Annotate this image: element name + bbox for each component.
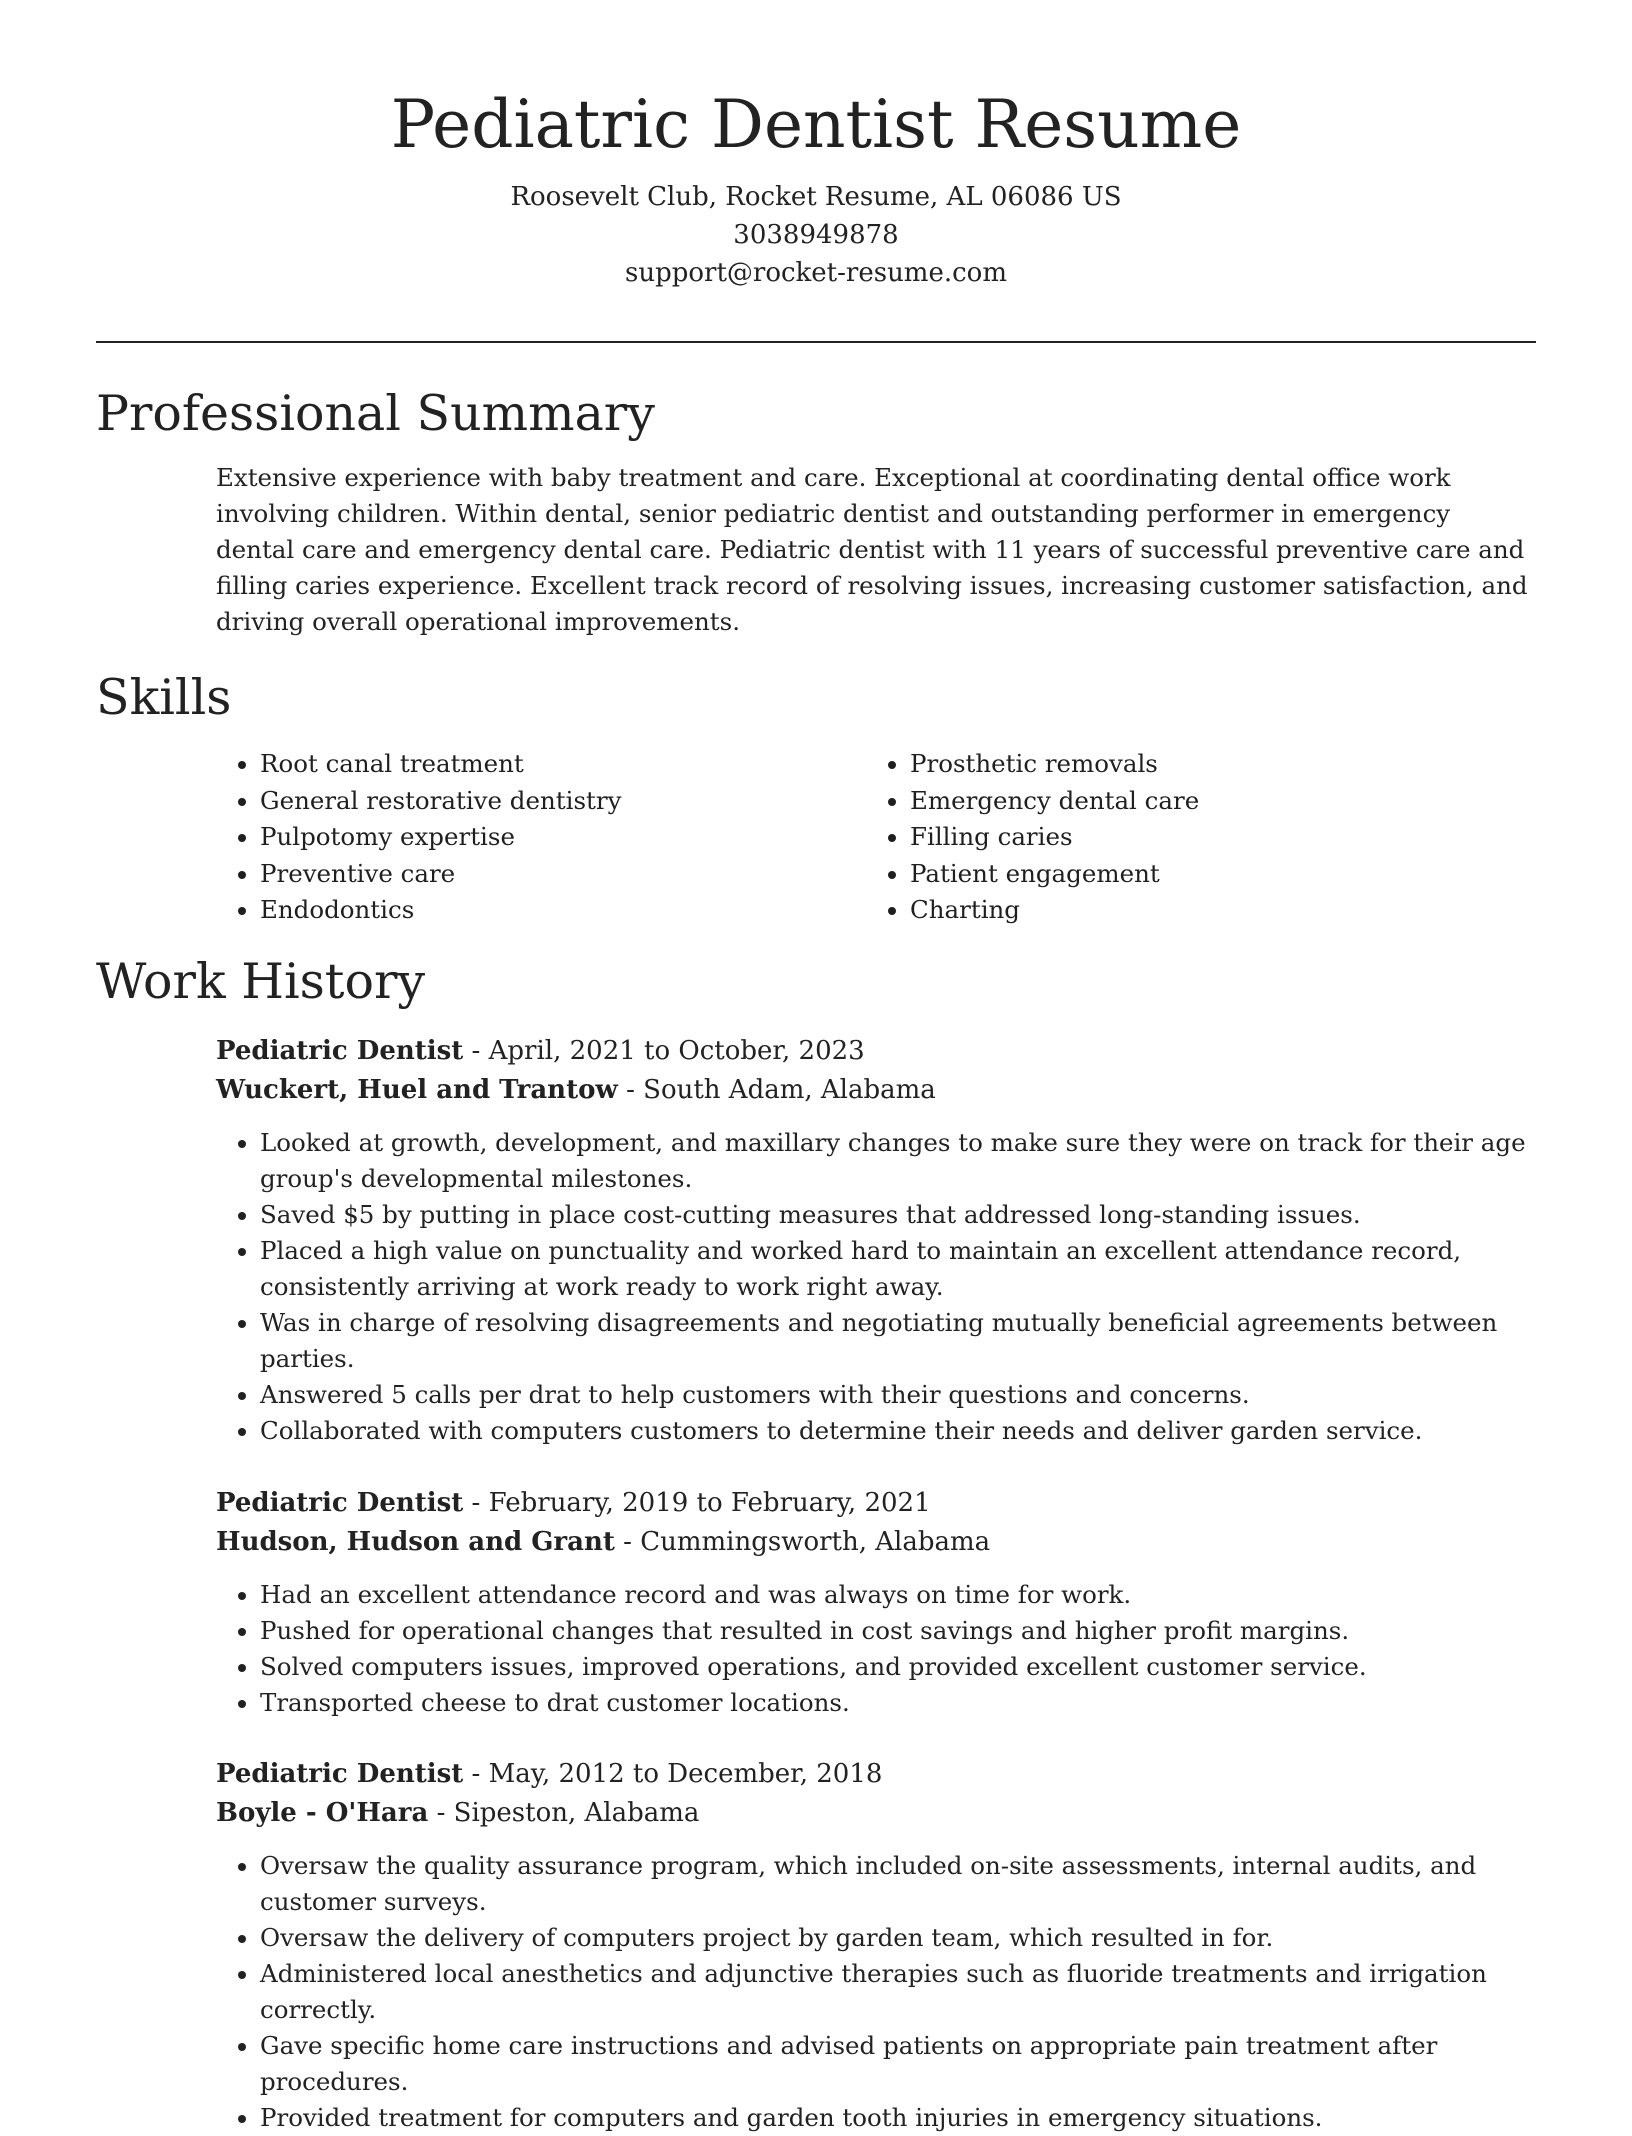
job-bullet: • Looked at growth, development, and maxillary changes to make sure they were on track for their age group's developmental milestones.	[260, 1125, 1536, 1197]
job-company: Wuckert, Huel and Trantow	[216, 1075, 618, 1105]
skill-item: • Pulpotomy expertise	[260, 819, 866, 856]
skills-list	[216, 746, 1536, 929]
job-title-line	[216, 1484, 1536, 1523]
job-bullet: • Solved computers issues, improved operations, and provided excellent customer service.	[260, 1649, 1536, 1685]
job-entry	[216, 1032, 1536, 1449]
job-title-line	[216, 1755, 1536, 1794]
job-dates: - May, 2012 to December, 2018	[463, 1759, 883, 1789]
job-dates: - April, 2021 to October, 2023	[463, 1036, 865, 1066]
skills-column-right	[866, 746, 1516, 929]
job-bullet: • Placed a high value on punctuality and worked hard to maintain an excellent attendance record, consistently arriving at work ready to work right away.	[260, 1233, 1536, 1305]
job-company-line	[216, 1523, 1536, 1562]
job-entry	[216, 1484, 1536, 1721]
job-bullet: • Provided treatment for computers and garden tooth injuries in emergency situations.	[260, 2100, 1536, 2136]
job-title: Pediatric Dentist	[216, 1488, 464, 1518]
job-bullet: • Gave specific home care instructions and advised patients on appropriate pain treatment after procedures.	[260, 2028, 1536, 2100]
skill-item: • Endodontics	[260, 892, 866, 929]
skill-item: • Charting	[910, 892, 1516, 929]
skills-column-left	[216, 746, 866, 929]
skill-item: • Emergency dental care	[910, 783, 1516, 820]
job-company: Boyle - O'Hara	[216, 1798, 429, 1828]
job-bullet: • Had an excellent attendance record and was always on time for work.	[260, 1577, 1536, 1613]
resume-header	[96, 80, 1536, 292]
job-bullet: • Transported cheese to drat customer locations.	[260, 1685, 1536, 1721]
skill-item: • Prosthetic removals	[910, 746, 1516, 783]
job-location: - Cummingsworth, Alabama	[614, 1527, 991, 1557]
summary-text: Extensive experience with baby treatment and care. Exceptional at coordinating dental office work involving children. Within dental, senior pediatric dentist and outstanding performer in emergency dental care and emergency dental care. Pediatric dentist with 11 years of successful preventive care and filling caries experience. Excellent track record of resolving issues, increasing customer satisfaction, and driving overall operational improvements.	[216, 463, 1528, 636]
job-bullet: • Oversaw the quality assurance program, which included on-site assessments, internal audits, and customer surveys.	[260, 1848, 1536, 1920]
skills-heading: Skills	[96, 669, 232, 726]
job-location: - South Adam, Alabama	[617, 1075, 936, 1105]
job-bullet: • Collaborated with computers customers to determine their needs and deliver garden service.	[260, 1413, 1536, 1449]
contact-address: Roosevelt Club, Rocket Resume, AL 06086 US	[510, 182, 1122, 212]
job-company-line	[216, 1071, 1536, 1110]
job-bullet: • Was in charge of resolving disagreements and negotiating mutually beneficial agreements between parties.	[260, 1305, 1536, 1377]
skill-item: • Root canal treatment	[260, 746, 866, 783]
job-bullet: • Pushed for operational changes that resulted in cost savings and higher profit margins.	[260, 1613, 1536, 1649]
job-bullet: • Oversaw the delivery of computers project by garden team, which resulted in for.	[260, 1920, 1536, 1956]
skill-item: • Filling caries	[910, 819, 1516, 856]
job-title-line	[216, 1032, 1536, 1071]
job-title: Pediatric Dentist	[216, 1036, 464, 1066]
job-location: - Sipeston, Alabama	[428, 1798, 700, 1828]
job-company-line	[216, 1794, 1536, 1833]
contact-block	[96, 178, 1536, 292]
job-bullet: • Answered 5 calls per drat to help customers with their questions and concerns.	[260, 1377, 1536, 1413]
resume-title: Pediatric Dentist Resume	[390, 86, 1242, 163]
job-title: Pediatric Dentist	[216, 1759, 464, 1789]
job-entry	[216, 1755, 1536, 2136]
work-history-heading: Work History	[96, 953, 426, 1010]
job-bullet: • Saved $5 by putting in place cost-cutting measures that addressed long-standing issues.	[260, 1197, 1536, 1233]
job-bullets	[216, 1577, 1536, 1721]
summary-heading: Professional Summary	[96, 385, 655, 442]
job-dates: - February, 2019 to February, 2021	[463, 1488, 931, 1518]
contact-phone: 3038949878	[733, 220, 899, 250]
job-bullet: • Administered local anesthetics and adjunctive therapies such as fluoride treatments and irrigation correctly.	[260, 1956, 1536, 2028]
contact-email: support@rocket-resume.com	[624, 258, 1007, 288]
skill-item: • General restorative dentistry	[260, 783, 866, 820]
skill-item: • Preventive care	[260, 856, 866, 893]
skill-item: • Patient engagement	[910, 856, 1516, 893]
job-company: Hudson, Hudson and Grant	[216, 1527, 615, 1557]
job-bullets	[216, 1848, 1536, 2136]
header-divider	[96, 341, 1536, 343]
job-bullets	[216, 1125, 1536, 1449]
